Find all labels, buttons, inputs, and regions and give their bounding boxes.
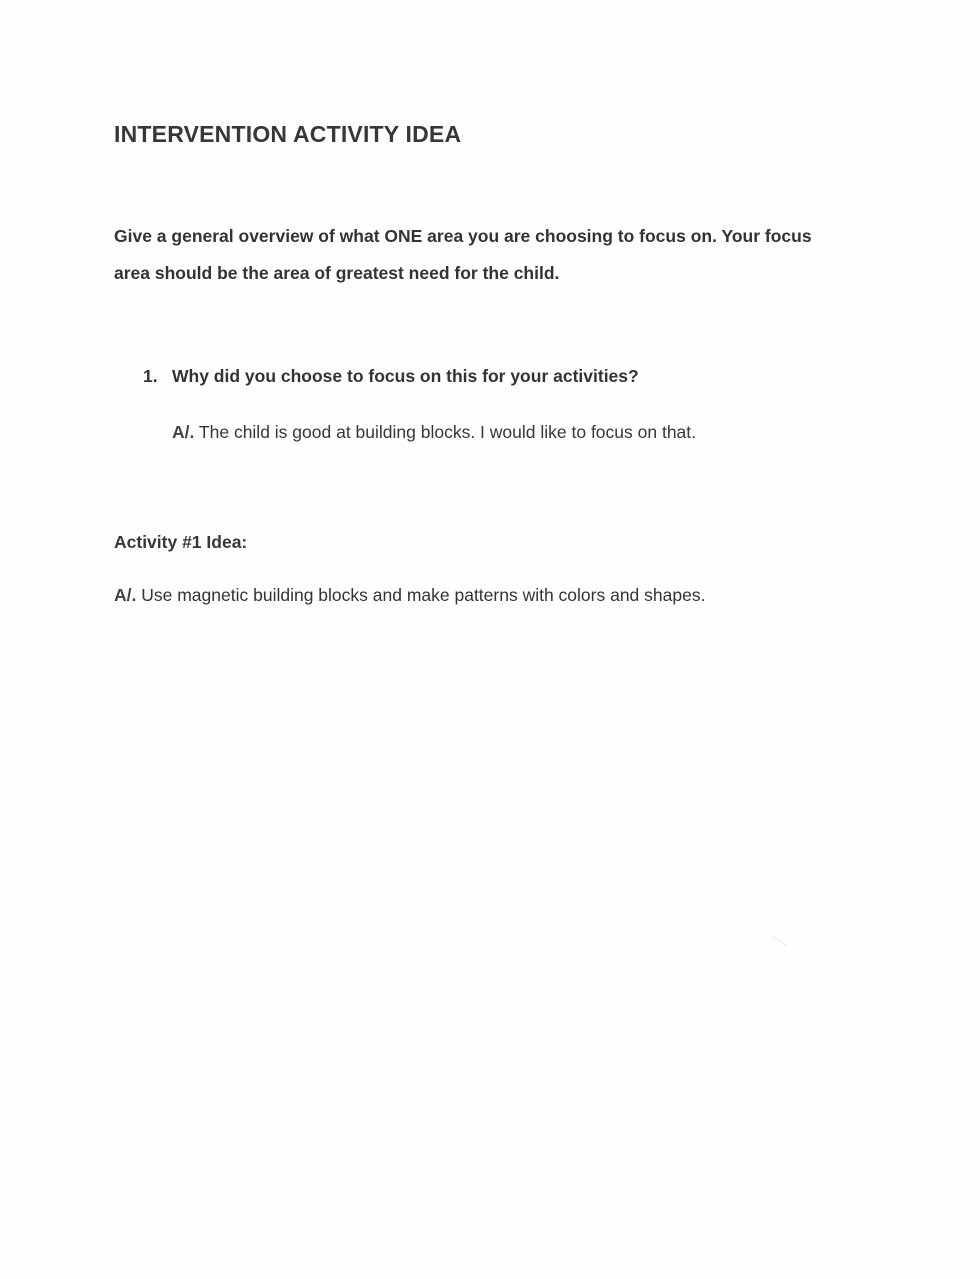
document-title: INTERVENTION ACTIVITY IDEA <box>114 121 462 147</box>
scan-artifact <box>771 935 786 946</box>
activity-answer-text: Use magnetic building blocks and make patterns with colors and shapes. <box>141 585 706 605</box>
question-1 <box>143 366 639 387</box>
activity-answer-prefix: A/. <box>114 585 137 605</box>
answer-prefix: A/. <box>172 422 195 442</box>
question-number: 1. <box>143 366 158 386</box>
activity-heading: Activity #1 Idea: <box>114 532 248 552</box>
activity-answer <box>114 585 705 606</box>
question-text: Why did you choose to focus on this for your activities? <box>172 366 639 386</box>
answer-text: The child is good at building blocks. I would like to focus on that. <box>198 422 697 442</box>
question-1-answer <box>172 422 696 443</box>
overview-prompt: Give a general overview of what ONE area you are choosing to focus on. Your focus area should be the area of greatest need for the child. <box>114 226 812 283</box>
